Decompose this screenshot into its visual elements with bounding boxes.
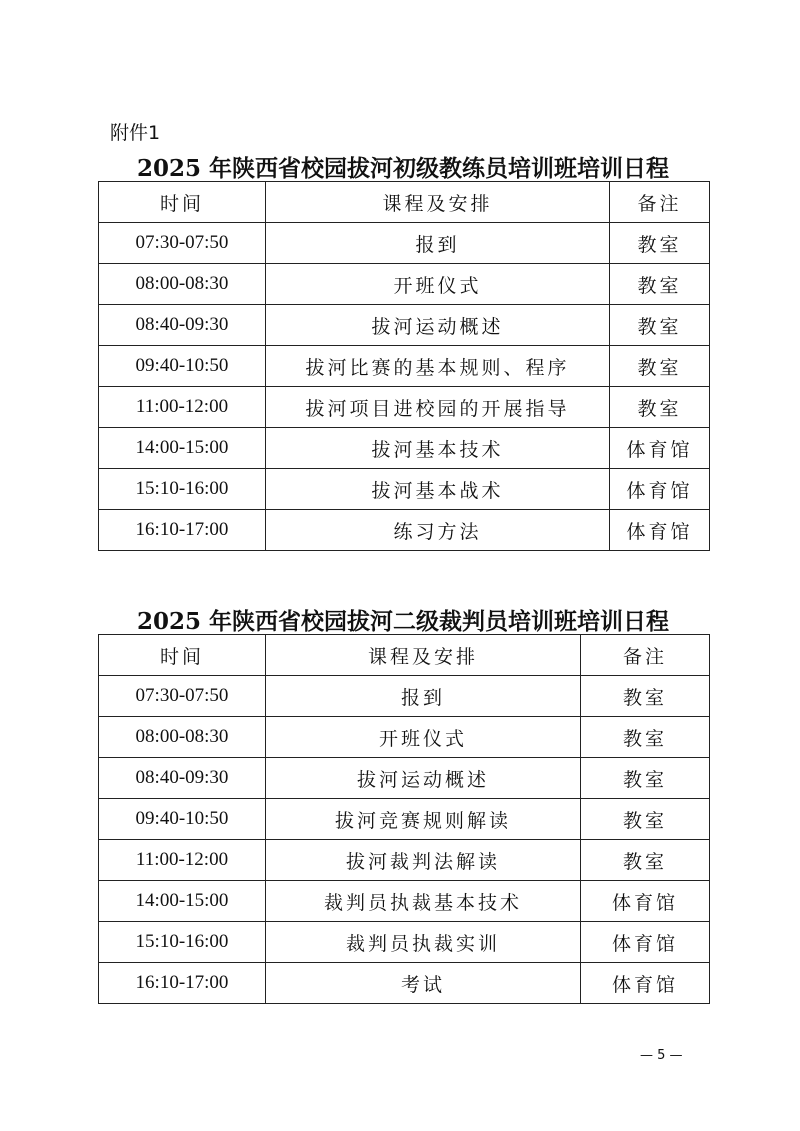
row-course: 练习方法 — [266, 510, 610, 551]
row-note: 教室 — [610, 346, 710, 387]
schedule-title-referee: 2025 年陕西省校园拔河二级裁判员培训班培训日程 — [136, 608, 670, 635]
row-time: 11:00-12:00 — [99, 840, 266, 881]
row-course: 裁判员执裁基本技术 — [266, 881, 581, 922]
row-note: 教室 — [610, 223, 710, 264]
row-time: 08:40-09:30 — [99, 305, 266, 346]
row-time: 11:00-12:00 — [99, 387, 266, 428]
table-row — [99, 264, 710, 305]
row-note: 体育馆 — [610, 469, 710, 510]
table-row — [99, 305, 710, 346]
row-time: 15:10-16:00 — [99, 469, 266, 510]
row-course: 拔河运动概述 — [266, 758, 581, 799]
schedule-table-referee — [98, 634, 710, 1004]
row-note: 体育馆 — [581, 963, 710, 1004]
table-row — [99, 963, 710, 1004]
row-time: 14:00-15:00 — [99, 428, 266, 469]
row-course: 拔河竞赛规则解读 — [266, 799, 581, 840]
table-row — [99, 840, 710, 881]
table-row — [99, 717, 710, 758]
row-note: 教室 — [610, 387, 710, 428]
page-number: — 5 — — [640, 1048, 683, 1063]
header-note: 备注 — [610, 182, 710, 223]
row-time: 08:00-08:30 — [99, 264, 266, 305]
row-time: 07:30-07:50 — [99, 223, 266, 264]
row-time: 08:40-09:30 — [99, 758, 266, 799]
schedule-title-coach: 2025 年陕西省校园拔河初级教练员培训班培训日程 — [136, 155, 670, 182]
row-course: 开班仪式 — [266, 264, 610, 305]
row-note: 体育馆 — [581, 922, 710, 963]
row-course: 拔河裁判法解读 — [266, 840, 581, 881]
table-row — [99, 469, 710, 510]
table-row — [99, 387, 710, 428]
row-course: 拔河运动概述 — [266, 305, 610, 346]
row-note: 教室 — [581, 717, 710, 758]
row-time: 07:30-07:50 — [99, 676, 266, 717]
table-row — [99, 922, 710, 963]
row-note: 体育馆 — [610, 510, 710, 551]
row-note: 教室 — [581, 840, 710, 881]
header-time: 时间 — [99, 182, 266, 223]
header-note: 备注 — [581, 635, 710, 676]
row-time: 14:00-15:00 — [99, 881, 266, 922]
schedule-table-coach — [98, 181, 710, 551]
row-note: 体育馆 — [610, 428, 710, 469]
row-course: 拔河项目进校园的开展指导 — [266, 387, 610, 428]
table-row — [99, 881, 710, 922]
table-header-row — [99, 635, 710, 676]
row-note: 体育馆 — [581, 881, 710, 922]
header-time: 时间 — [99, 635, 266, 676]
table-row — [99, 346, 710, 387]
row-time: 09:40-10:50 — [99, 346, 266, 387]
row-time: 16:10-17:00 — [99, 510, 266, 551]
row-course: 拔河比赛的基本规则、程序 — [266, 346, 610, 387]
row-course: 报到 — [266, 676, 581, 717]
table-row — [99, 799, 710, 840]
row-time: 09:40-10:50 — [99, 799, 266, 840]
row-time: 15:10-16:00 — [99, 922, 266, 963]
row-course: 拔河基本战术 — [266, 469, 610, 510]
row-time: 08:00-08:30 — [99, 717, 266, 758]
row-note: 教室 — [610, 305, 710, 346]
table-row — [99, 428, 710, 469]
row-course: 裁判员执裁实训 — [266, 922, 581, 963]
table-row — [99, 758, 710, 799]
table-row — [99, 676, 710, 717]
row-course: 考试 — [266, 963, 581, 1004]
row-time: 16:10-17:00 — [99, 963, 266, 1004]
row-note: 教室 — [610, 264, 710, 305]
attachment-label: 附件1 — [110, 122, 161, 144]
row-course: 报到 — [266, 223, 610, 264]
row-course: 开班仪式 — [266, 717, 581, 758]
row-note: 教室 — [581, 758, 710, 799]
row-course: 拔河基本技术 — [266, 428, 610, 469]
header-course: 课程及安排 — [266, 635, 581, 676]
header-course: 课程及安排 — [266, 182, 610, 223]
table-row — [99, 510, 710, 551]
table-header-row — [99, 182, 710, 223]
row-note: 教室 — [581, 676, 710, 717]
table-row — [99, 223, 710, 264]
row-note: 教室 — [581, 799, 710, 840]
